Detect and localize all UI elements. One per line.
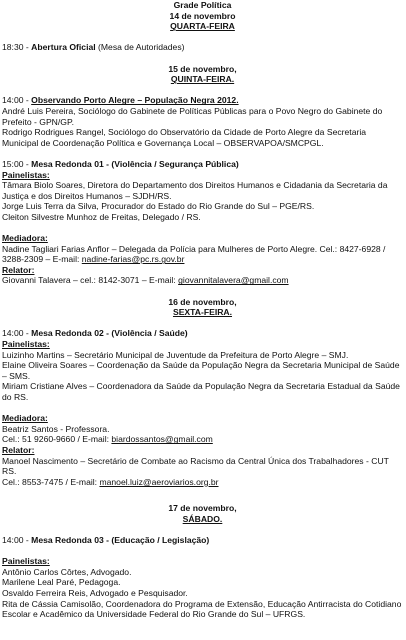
session3-time: 14:00 - [2, 328, 29, 339]
session3-mediator-email-link[interactable]: biardossantos@gmail.com [111, 434, 213, 445]
session3-mediator-name: Beatriz Santos - Professora. [2, 423, 110, 434]
session3-rapporteur [2, 477, 403, 488]
session2-mediator-label: Mediadora: [2, 233, 48, 244]
session2-rapporteur-text: Giovanni Talavera – cel.: 8142-3071 – E-mail: [2, 275, 176, 286]
session3-rapporteur-contact: Cel.: 8553-7475 / E-mail: [2, 476, 98, 487]
date-17: 17 de novembro, [168, 503, 237, 514]
weekday-15: QUINTA-FEIRA. [170, 74, 235, 85]
session2-mediator [2, 244, 403, 265]
session4-panelist-2: Marilene Leal Paré, Pedagoga. [2, 577, 121, 588]
session4-panelist-3: Osvaldo Ferreira Reis, Advogado e Pesquisador. [2, 588, 188, 599]
session3-mediator-label: Mediadora: [2, 413, 48, 424]
session4-title: Mesa Redonda 03 - (Educação / Legislação) [31, 535, 210, 546]
session4-panel-label: Painelistas: [2, 556, 50, 567]
session1-speaker-2: Rodrigo Rodrigues Rangel, Sociólogo do Observatório da Cidade de Porto Alegre da Secretaria Municipal de Coordenação Política e Governança Local – OBSERVAPOA/SMCPGL. [2, 127, 367, 148]
session3-title: Mesa Redonda 02 - (Violência / Saúde) [31, 328, 188, 339]
session3-mediator [2, 434, 403, 445]
session3-rapporteur-label: Relator: [2, 444, 35, 455]
opening-line [2, 42, 403, 53]
session1-time: 14:00 - [2, 95, 29, 106]
session4-panelist-1: Antônio Carlos Côrtes, Advogado. [2, 566, 132, 577]
session2-panelist-1: Tâmara Biolo Soares, Diretora do Departamento dos Direitos Humanos e Cidadania da Secretaria da Justiça e dos Direitos Humanos – SJDH/RS. [2, 180, 388, 201]
session3-panelist-1: Luizinho Martins – Secretário Municipal de Juventude da Prefeitura de Porto Alegre – SMJ. [2, 349, 349, 360]
session1-heading [2, 95, 403, 106]
session3-rapporteur-text: Manoel Nascimento – Secretário de Combate ao Racismo da Central Única dos Trabalhadores - CUT RS. [2, 455, 389, 477]
session2-time: 15:00 - [2, 158, 29, 169]
session2-title: Mesa Redonda 01 - (Violência / Segurança Pública) [31, 158, 239, 169]
session3-panelist-2: Elaine Oliveira Soares – Coordenação da Saúde da População Negra da Secretaria Municipal de Saúde – SMS. [2, 360, 400, 381]
session3-rapporteur-email-link[interactable]: manoel.luiz@aeroviarios.org.br [99, 476, 219, 487]
session2-rapporteur-email-link[interactable]: giovannitalavera@gmail.com [178, 275, 289, 286]
session2-rapporteur [2, 275, 403, 286]
session2-panelist-3: Cleiton Silvestre Munhoz de Freitas, Delegado / RS. [2, 211, 201, 222]
session2-rapporteur-label: Relator: [2, 264, 35, 275]
session2-heading [2, 159, 403, 170]
date-14: 14 de novembro [169, 10, 236, 21]
session4-heading [2, 535, 403, 546]
weekday-16: SEXTA-FEIRA. [172, 307, 233, 318]
session1-title: Observando Porto Alegre – População Negra 2012. [31, 95, 239, 106]
opening-time: 18:30 - [2, 42, 29, 53]
session2-mediator-text: Nadine Tagliari Farias Anflor – Delegada da Polícia para Mulheres de Porto Alegre. Cel.: 8427-6928 / 3288-2309 – E-mail: [2, 243, 386, 265]
opening-title: Abertura Oficial [31, 42, 96, 53]
session4-time: 14:00 - [2, 535, 29, 546]
opening-note: (Mesa de Autoridades) [98, 42, 185, 53]
session3-heading [2, 328, 403, 339]
session2-panel-label: Painelistas: [2, 169, 50, 180]
session3-panelist-3: Miriam Cristiane Alves – Coordenadora da Saúde da População Negra da Secretaria Estadual da Saúde do RS. [2, 381, 400, 402]
weekday-17: SÁBADO. [182, 513, 223, 524]
date-16: 16 de novembro, [168, 296, 237, 307]
date-15: 15 de novembro, [168, 63, 237, 74]
session2-panelist-2: Jorge Luis Terra da Silva, Procurador do Estado do Rio Grande do Sul – PGE/RS. [2, 201, 315, 212]
session2-mediator-email-link[interactable]: nadine-farias@pc.rs.gov.br [81, 254, 185, 265]
session1-speaker-1: André Luis Pereira, Sociólogo do Gabinete de Políticas Públicas para o Povo Negro do Gabinete do Prefeito - GPN/GP. [2, 105, 383, 127]
session3-mediator-text: Cel.: 51 9260-9660 / E-mail: [2, 434, 110, 445]
session4-panelist-4: Rita de Cássia Camisolão, Coordenadora do Programa de Extensão, Educação Antirracista do Cotidiano Escolar e Acadêmico da Universidade Federal do Rio Grande do Sul – UFRGS. [2, 598, 402, 620]
weekday-14: QUARTA-FEIRA [170, 21, 235, 32]
session3-panel-label: Painelistas: [2, 339, 50, 349]
doc-title: Grade Política [173, 0, 232, 10]
